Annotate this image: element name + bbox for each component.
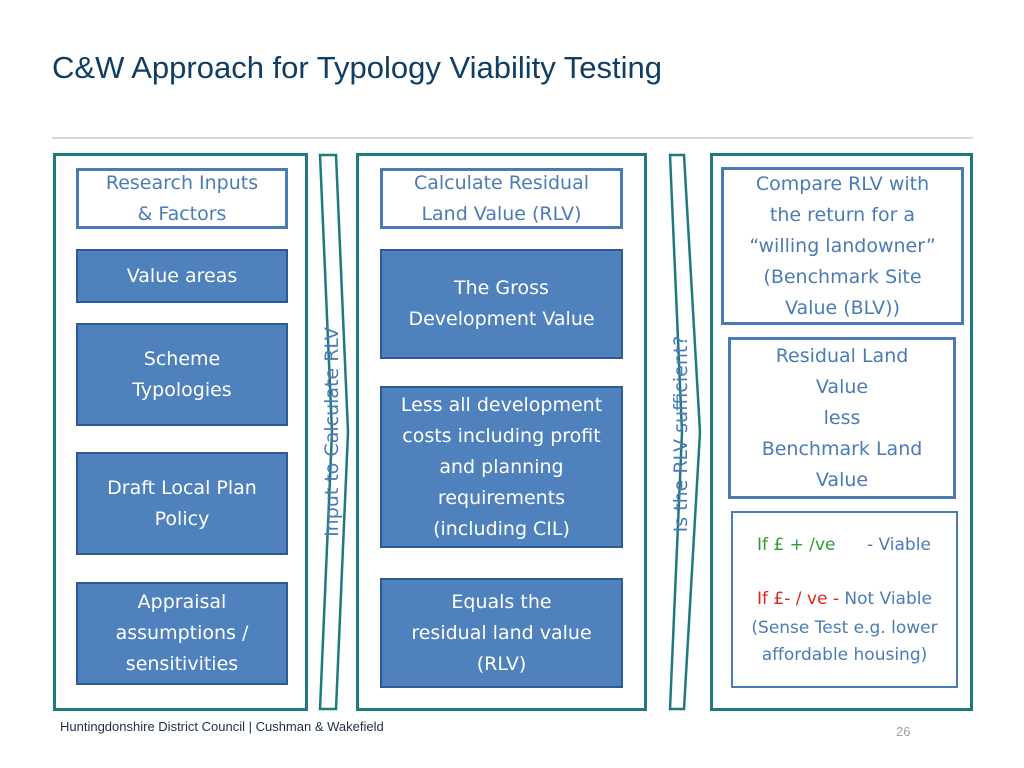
is-rlv-sufficient-label: Is the RLV sufficient? [670,335,692,533]
page-number: 26 [896,724,911,739]
appraisal-assumptions-box: Appraisal assumptions / sensitivities [76,582,288,685]
draft-local-plan-policy-box: Draft Local Plan Policy [76,452,288,555]
scheme-typologies-box: Scheme Typologies [76,323,288,426]
research-inputs-heading: Research Inputs & Factors [76,168,288,229]
sense-test-note: (Sense Test e.g. lower affordable housing) [751,618,938,665]
compare-rlv-heading: Compare RLV with the return for a “willing landowner” (Benchmark Site Value (BLV)) [721,167,964,325]
not-viable-line [733,589,956,611]
not-viable-condition: If £- / ve - [757,589,839,609]
residual-land-value-box: Equals the residual land value (RLV) [380,578,623,688]
value-areas-box: Value areas [76,249,288,303]
viable-condition: If £ + /ve [757,535,836,555]
title-divider [52,137,973,139]
input-to-calculate-rlv-label: Input to Calculate RLV [321,327,343,537]
not-viable-label: Not Viable [844,589,932,609]
slide-title: C&W Approach for Typology Viability Testing [52,50,662,85]
calculate-rlv-heading: Calculate Residual Land Value (RLV) [380,168,623,229]
viability-test-box [731,511,958,688]
gross-development-value-box: The Gross Development Value [380,249,623,359]
viable-label: - Viable [867,535,931,555]
slide-footer: Huntingdonshire District Council | Cushman & Wakefield [60,719,384,734]
development-costs-box: Less all development costs including profit and planning requirements (including CIL) [380,386,623,548]
residual-less-benchmark-box: Residual Land Value less Benchmark Land Value [728,337,956,499]
viable-line [733,535,956,557]
